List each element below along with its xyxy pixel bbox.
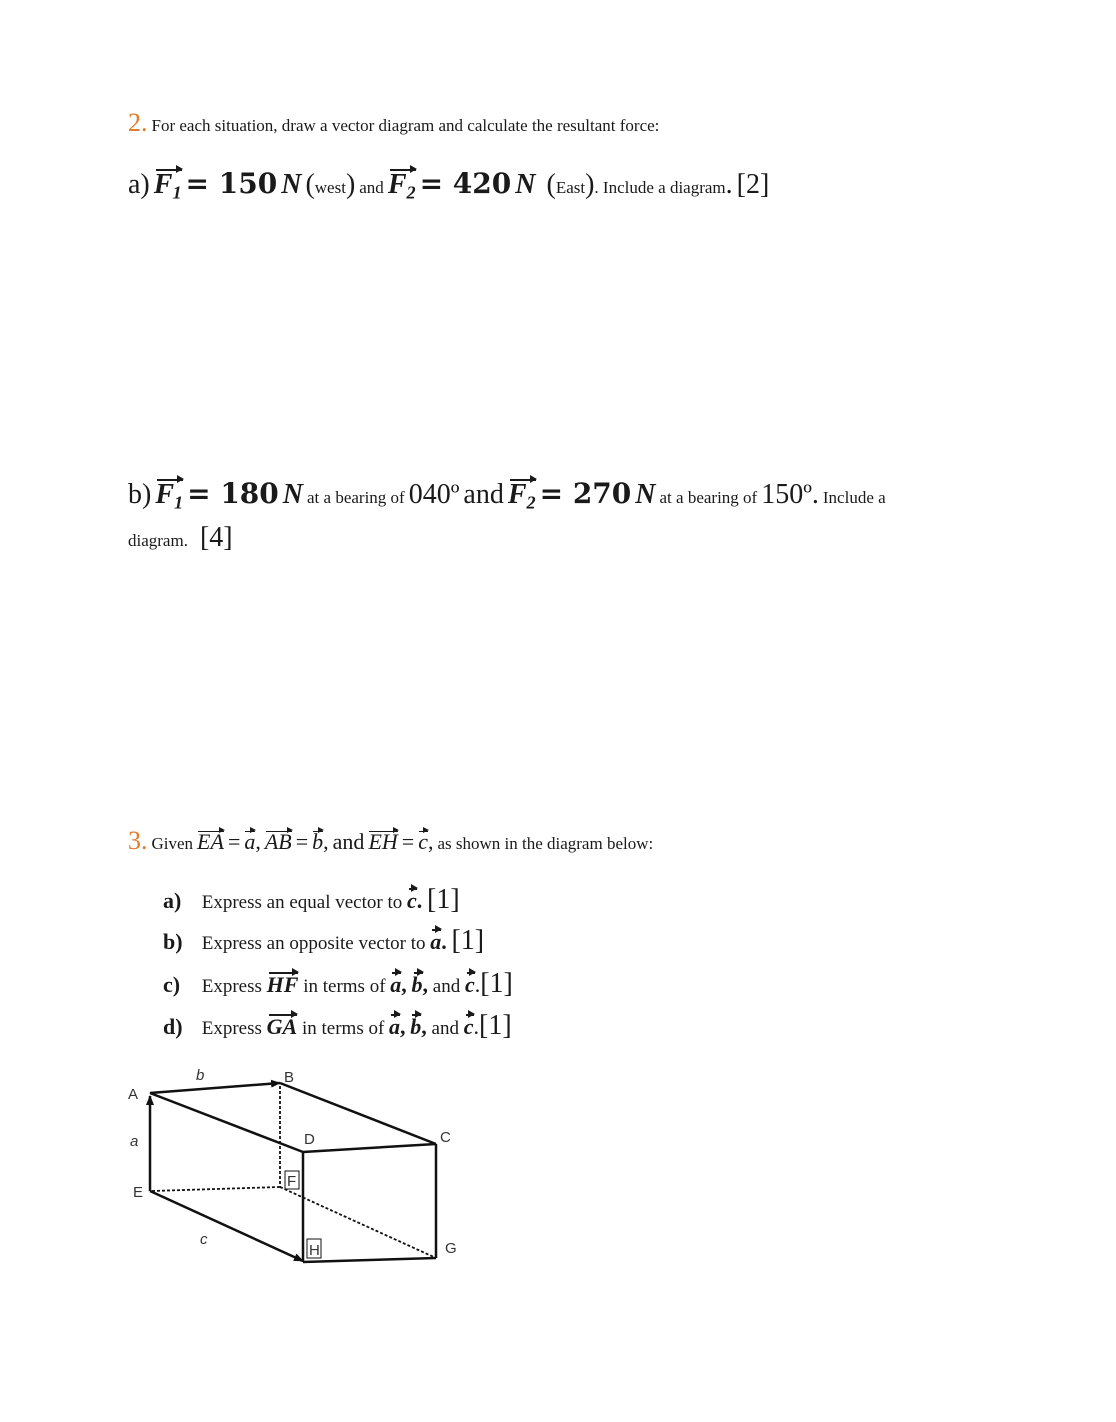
q2b-and: and xyxy=(463,479,504,510)
edge-ef-hidden xyxy=(152,1187,280,1191)
edge-hg xyxy=(303,1258,436,1262)
q3-as-shown: as shown in the diagram below: xyxy=(437,834,654,853)
label-b: b xyxy=(196,1067,205,1084)
q3b-line: b) Express an opposite vector to a. [1] xyxy=(163,925,485,956)
q3a-line: a) Express an equal vector to c. [1] xyxy=(163,884,460,915)
q3-eq3: = xyxy=(401,829,415,854)
label-A: A xyxy=(128,1086,139,1103)
q3c-label: c) xyxy=(163,972,181,997)
q2a-marks: [2] xyxy=(736,169,770,200)
q2b-bearing-text-2: at a bearing of xyxy=(659,488,758,507)
q2b-marks: [4] xyxy=(199,522,233,553)
q3-and: and xyxy=(332,829,365,854)
q2a-f1-value: = 150 xyxy=(185,167,278,200)
q2-number: 2. xyxy=(128,108,148,137)
cuboid-diagram xyxy=(120,1060,480,1275)
q3d-v1: a xyxy=(389,1014,401,1039)
q3d-c-vector xyxy=(464,1016,474,1038)
q3d-target: GA xyxy=(266,1014,298,1039)
q3d-and: and xyxy=(431,1018,459,1039)
q3d-ga-vector xyxy=(267,1016,298,1038)
q3a-marks: [1] xyxy=(427,884,460,915)
q3b-vec-text: a xyxy=(430,929,442,954)
q3a-text: Express an equal vector to xyxy=(201,892,403,913)
q3c-v3: c xyxy=(464,972,475,997)
q3d-a-vector xyxy=(389,1016,400,1038)
q2b-bearing-text-1: at a bearing of xyxy=(307,488,405,507)
q2a-f2-unit: N xyxy=(515,169,536,200)
q3-b-vector-text: b xyxy=(312,829,324,854)
q3-eq2: = xyxy=(295,829,309,854)
q3a-c-vector xyxy=(407,890,417,912)
q3-a-vector-text: a xyxy=(244,829,256,854)
q2b-bearing-1: 040º xyxy=(408,479,460,510)
q3b-a-vector xyxy=(430,931,441,953)
q3d-v2: b xyxy=(410,1014,422,1039)
q2b-bearing-2: 150º. xyxy=(761,479,819,510)
q2b-f2-vector xyxy=(508,481,536,512)
q2a-f1-sub: 1 xyxy=(172,182,182,203)
q2a-f2-sub: 2 xyxy=(406,182,416,203)
q2b-f1-name: F xyxy=(155,479,175,510)
edge-ab xyxy=(150,1083,280,1093)
q2b-f2-value: = 270 xyxy=(539,477,632,510)
q2b-instruction-2: diagram. xyxy=(128,531,188,550)
label-E: E xyxy=(133,1184,144,1201)
q2a-instruction: . Include a diagram xyxy=(594,178,726,197)
q2b-line xyxy=(128,477,886,513)
q2a-f2-direction: East xyxy=(555,178,586,197)
q3-c-vector-text: c xyxy=(418,829,428,854)
q3d-marks: [1] xyxy=(479,1010,512,1041)
q2b-f1-vector xyxy=(155,481,183,512)
q3c-v1: a xyxy=(390,972,402,997)
q2a-f2-vector xyxy=(388,171,416,202)
q3c-marks: [1] xyxy=(480,968,513,999)
edge-dc xyxy=(303,1144,436,1152)
q2b-instruction: Include a xyxy=(822,488,886,507)
q3a-label: a) xyxy=(163,888,182,913)
q3c-a-vector xyxy=(390,974,401,996)
q3d-label: d) xyxy=(163,1014,183,1039)
q2a-f1-vector xyxy=(154,171,182,202)
q3d-text: Express xyxy=(201,1018,262,1039)
q2a-and: and xyxy=(359,178,384,197)
q3d-line: d) Express GA in terms of a, b, and c.[1] xyxy=(163,1010,512,1041)
q3-ab-vector: AB xyxy=(264,829,292,854)
q3c-and: and xyxy=(432,976,461,997)
label-G: G xyxy=(445,1240,457,1257)
q3d-b-vector xyxy=(410,1016,421,1038)
q3-eh-vector: EH xyxy=(368,829,398,854)
q2b-f1-value: = 180 xyxy=(187,477,279,510)
q3b-text: Express an opposite vector to xyxy=(201,933,426,954)
q3-header: 3. Given EA = a, AB = b, and EH = c, as shown in the diagram below: xyxy=(128,826,654,855)
q2b-line-2 xyxy=(128,524,233,552)
q3-a-vector xyxy=(244,831,255,853)
q2b-f2-name: F xyxy=(507,479,527,510)
label-F: F xyxy=(287,1173,297,1190)
q3-b-vector xyxy=(312,831,323,853)
q2a-f1-unit: N xyxy=(281,169,302,200)
q3a-vec-text: c xyxy=(406,888,417,913)
q2b-f2-unit: N xyxy=(635,479,656,510)
q3-c-vector xyxy=(418,831,428,853)
q3d-terms: in terms of xyxy=(301,1018,385,1039)
q3c-b-vector xyxy=(412,974,423,996)
q3c-hf-vector xyxy=(267,974,299,996)
q2a-f1-name: F xyxy=(153,169,173,200)
q3c-terms: in terms of xyxy=(303,976,386,997)
q2-intro: For each situation, draw a vector diagram and calculate the resultant force: xyxy=(151,116,660,135)
q3c-c-vector xyxy=(465,974,475,996)
q2a-f2-name: F xyxy=(387,169,407,200)
label-B: B xyxy=(284,1069,295,1086)
q2a-f1-direction: west xyxy=(314,178,346,197)
label-a: a xyxy=(130,1133,139,1150)
q3-given: Given xyxy=(151,834,194,853)
q3c-v2: b xyxy=(411,972,423,997)
q3c-text: Express xyxy=(201,976,262,997)
q2a-label: a) xyxy=(128,169,150,200)
label-c: c xyxy=(200,1231,208,1248)
q2b-f1-unit: N xyxy=(282,479,303,510)
q3-eq1: = xyxy=(227,829,241,854)
q3b-label: b) xyxy=(163,929,183,954)
label-H: H xyxy=(309,1242,320,1259)
q2a-line: a) $F_1 = 150$ N (west) and $F_2 = 420$ N (East). Include a diagram. [2] xyxy=(128,167,770,203)
q2-header xyxy=(128,110,659,136)
q2b-f1-sub: 1 xyxy=(174,492,184,513)
q3c-line: c) Express HF in terms of a, b, and c.[1] xyxy=(163,968,513,999)
q3b-marks: [1] xyxy=(451,925,485,956)
edge-eh xyxy=(150,1191,303,1261)
label-C: C xyxy=(440,1129,451,1146)
q2a-f2-value: = 420 xyxy=(419,167,512,200)
q3-ea-vector: EA xyxy=(197,829,224,854)
q2b-f2-sub: 2 xyxy=(526,492,536,513)
q3c-target: HF xyxy=(266,972,299,997)
q2b-label: b) xyxy=(128,479,152,510)
label-D: D xyxy=(304,1131,315,1148)
q3d-v3: c xyxy=(463,1014,474,1039)
q3-number: 3. xyxy=(128,826,148,855)
